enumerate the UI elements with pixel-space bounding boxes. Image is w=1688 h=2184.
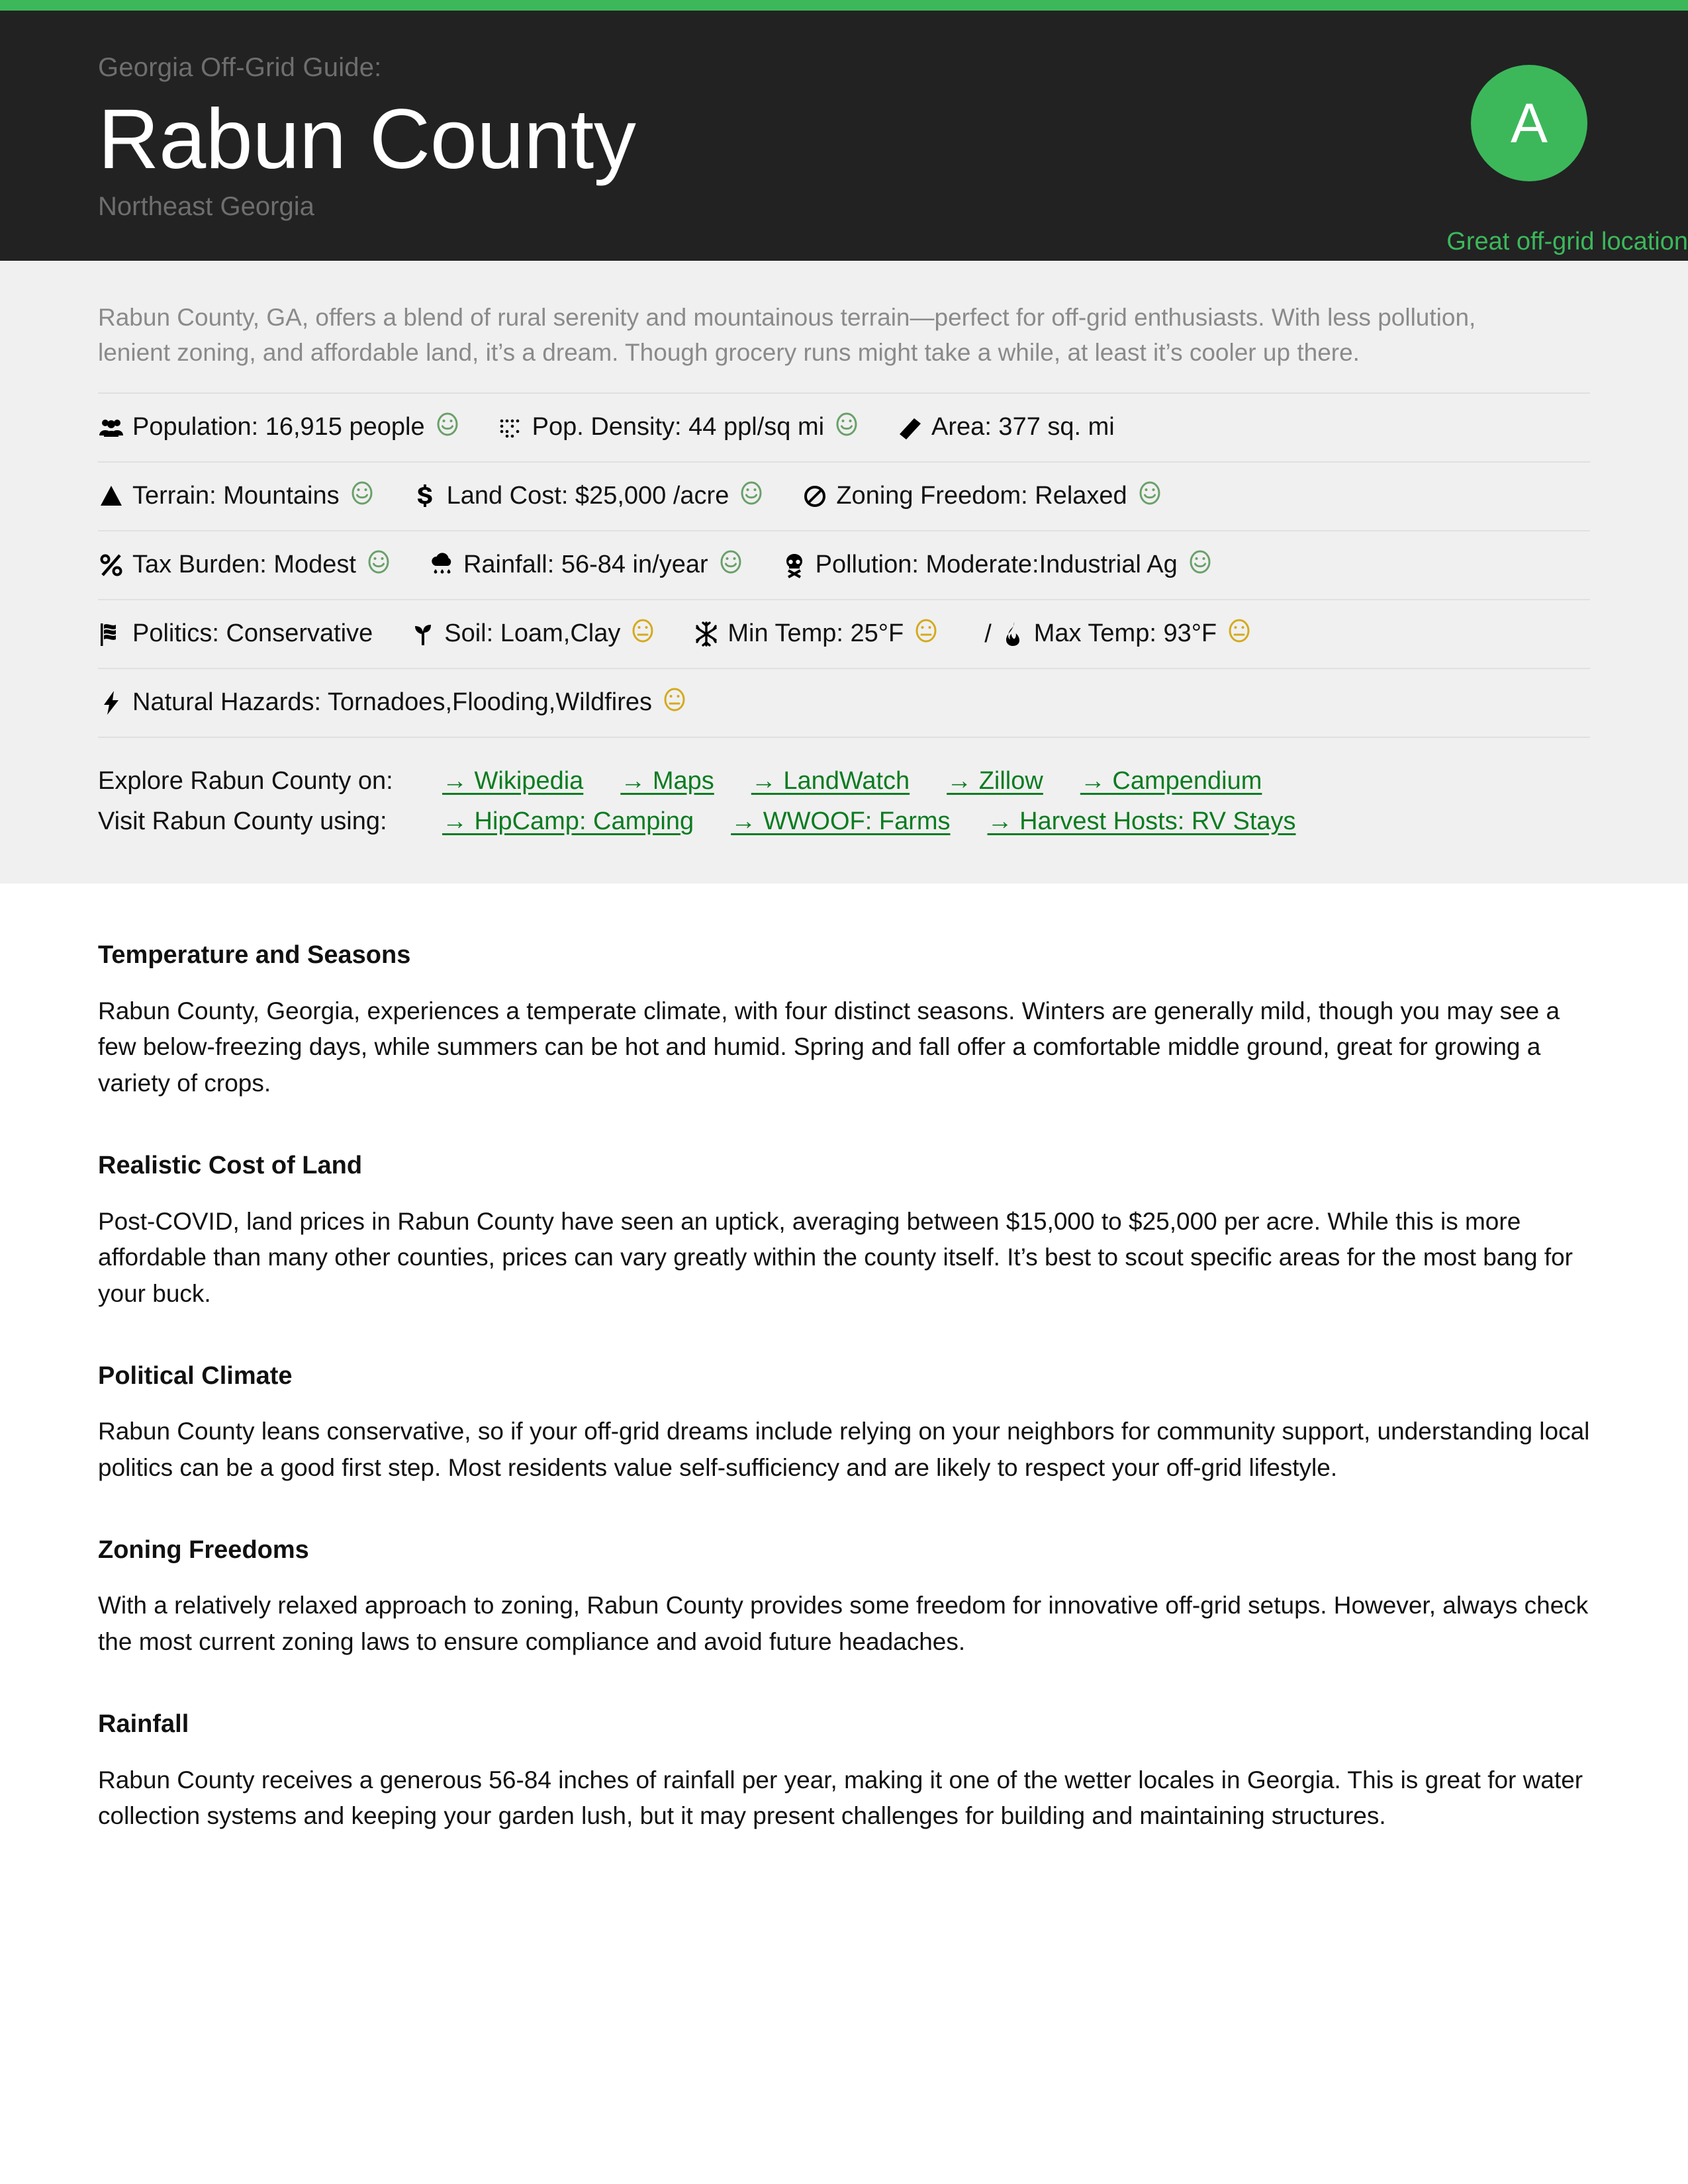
stat-label: Pop. Density: 44 ppl/sq mi (532, 413, 825, 441)
article-body (0, 884, 1688, 1835)
stat-label: Soil: Loam,Clay (444, 619, 621, 648)
section-paragraph: Rabun County leans conservative, so if your off-grid dreams include relying on your neighbors for community support, understanding local politics can be a good first step. Most residents value self-sufficiency and are likely to respect your off-grid lifestyle. (98, 1418, 1590, 1482)
smile-face-icon (365, 549, 392, 582)
smile-face-icon (738, 480, 765, 513)
section-paragraph: Post-COVID, land prices in Rabun County have seen an uptick, averaging between $15,000 to $25,000 per acre. While this is more affordable than many other counties, prices can vary greatly within the county itself. It’s best to scout specific areas for the most bang for your buck. (98, 1207, 1573, 1307)
flag-icon (98, 621, 124, 647)
stat-label: Zoning Freedom: Relaxed (836, 482, 1127, 510)
external-link[interactable]: → Campendium (1080, 767, 1262, 796)
region-subtitle: Northeast Georgia (98, 192, 314, 222)
external-link[interactable]: → Zillow (947, 767, 1043, 796)
stat-item (897, 414, 1115, 441)
stat-label: Politics: Conservative (132, 619, 373, 648)
guide-eyebrow: Georgia Off-Grid Guide: (98, 53, 382, 82)
section-paragraph: Rabun County receives a generous 56-84 inches of rainfall per year, making it one of the wetter locales in Georgia. This is great for water collection systems and keeping your garden lush, but it may present challenges for building and maintaining structures. (98, 1766, 1583, 1830)
summary-description: Rabun County, GA, offers a blend of rural serenity and mountainous terrain—perfect for off-grid enthusiasts. With less pollution, lenient zoning, and affordable land, it’s a dream. Though grocery runs might take a while, at least it’s cooler up there. (98, 304, 1476, 366)
stat-label: Natural Hazards: Tornadoes,Flooding,Wildfires (132, 688, 652, 717)
neutral-face-icon (913, 617, 939, 651)
external-link[interactable]: → Harvest Hosts: RV Stays (987, 807, 1296, 836)
stat-row (98, 669, 1590, 738)
section-heading: Political Climate (98, 1361, 293, 1390)
stat-label: Rainfall: 56-84 in/year (463, 551, 708, 579)
page-header (0, 11, 1688, 261)
stat-item (429, 549, 744, 582)
stat-item (410, 617, 656, 651)
neutral-face-icon (1226, 617, 1252, 651)
stat-separator: / (984, 619, 992, 648)
stat-label: Area: 377 sq. mi (931, 413, 1115, 441)
top-accent-rule (0, 0, 1688, 11)
section-heading: Zoning Freedoms (98, 1535, 309, 1564)
rain-cloud-icon (429, 552, 455, 578)
smile-face-icon (349, 480, 375, 513)
grade-caption: Great off-grid location (1446, 228, 1688, 255)
stat-row (98, 394, 1590, 463)
neutral-face-icon (661, 686, 688, 719)
percent-icon (98, 552, 124, 578)
stat-item (693, 617, 939, 651)
stat-item (98, 686, 688, 719)
section-paragraph: With a relatively relaxed approach to zoning, Rabun County provides some freedom for innovative off-grid setups. However, always check the most current zoning laws to ensure compliance and avoid future headaches. (98, 1592, 1589, 1656)
external-link[interactable]: → HipCamp: Camping (442, 807, 694, 836)
skull-icon (781, 552, 808, 578)
stat-item (1000, 617, 1252, 651)
smile-face-icon (718, 549, 744, 582)
links-row (98, 767, 1590, 796)
smile-face-icon (833, 411, 860, 444)
grade-letter: A (1510, 92, 1548, 154)
grade-badge (1471, 65, 1587, 181)
links-block (98, 738, 1590, 836)
stat-row (98, 531, 1590, 600)
external-link[interactable]: → Maps (620, 767, 714, 796)
links-row (98, 807, 1590, 836)
smile-face-icon (1187, 549, 1213, 582)
stat-label: Min Temp: 25°F (727, 619, 904, 648)
stat-label: Land Cost: $25,000 /acre (446, 482, 729, 510)
flame-icon (1000, 621, 1026, 647)
stat-item (98, 480, 375, 513)
section-paragraph: Rabun County, Georgia, experiences a temperate climate, with four distinct seasons. Winters are generally mild, though you may see a few below-freezing days, while summers can be hot and humid. Spring and fall offer a comfortable middle ground, great for growing a variety of crops. (98, 997, 1560, 1097)
dollar-icon (412, 483, 439, 510)
stat-item (98, 620, 373, 648)
people-icon (98, 414, 124, 441)
stat-item (802, 480, 1162, 513)
grade-badge-wrapper (1370, 65, 1688, 256)
links-row-label: Visit Rabun County using: (98, 807, 387, 836)
page-title: Rabun County (98, 92, 636, 187)
stat-label: Pollution: Moderate:Industrial Ag (815, 551, 1178, 579)
snowflake-icon (693, 621, 720, 647)
bolt-icon (98, 690, 124, 716)
stat-row (98, 600, 1590, 669)
neutral-face-icon (630, 617, 656, 651)
stat-item (781, 549, 1213, 582)
stat-item (412, 480, 765, 513)
no-entry-icon (802, 483, 828, 510)
seedling-icon (410, 621, 436, 647)
mountain-icon (98, 483, 124, 510)
stat-label: Population: 16,915 people (132, 413, 425, 441)
section-heading: Realistic Cost of Land (98, 1151, 363, 1179)
smile-face-icon (434, 411, 461, 444)
stat-label: Max Temp: 93°F (1033, 619, 1217, 648)
section-heading: Temperature and Seasons (98, 941, 411, 970)
section-heading: Rainfall (98, 1709, 189, 1738)
external-link[interactable]: → WWOOF: Farms (731, 807, 951, 836)
stat-item (498, 411, 860, 444)
stat-label: Terrain: Mountains (132, 482, 340, 510)
stat-item (98, 549, 392, 582)
links-row-label: Explore Rabun County on: (98, 767, 393, 796)
external-link[interactable]: → Wikipedia (442, 767, 584, 796)
ruler-icon (897, 414, 923, 441)
smile-face-icon (1137, 480, 1163, 513)
stat-label: Tax Burden: Modest (132, 551, 356, 579)
stat-item (98, 411, 461, 444)
density-dots-icon (498, 414, 524, 441)
summary-panel (0, 261, 1688, 884)
external-link[interactable]: → LandWatch (751, 767, 910, 796)
stat-row (98, 463, 1590, 531)
stats-table (98, 392, 1590, 738)
